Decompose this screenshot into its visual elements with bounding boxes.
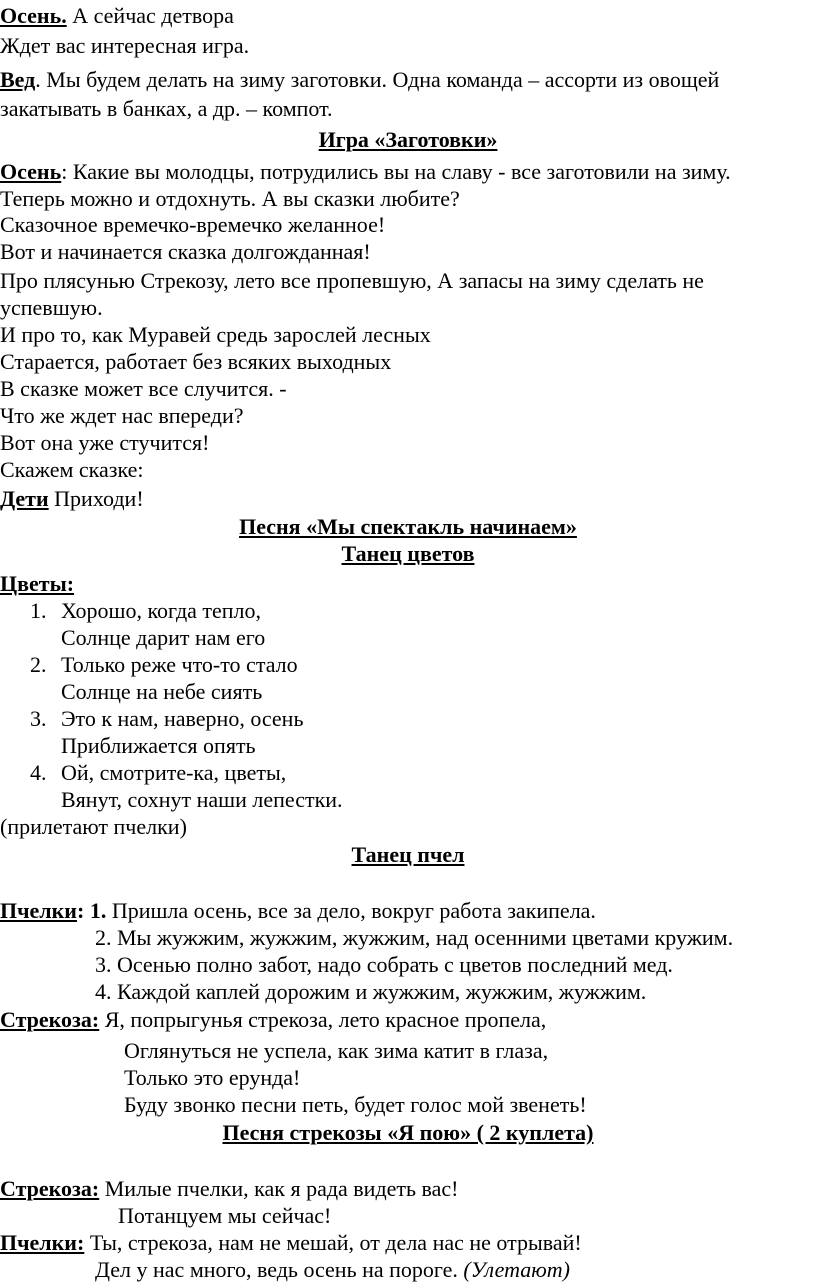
list-item-line: Вянут, сохнут наши лепестки. [61,787,343,812]
line: Что же ждет нас впереди? [0,403,244,428]
list-number: 2. [30,652,47,677]
speaker-label: Цветы: [0,571,75,596]
list-item-line: Солнце дарит нам его [61,625,266,650]
list-item-line: Приближается опять [61,733,256,758]
line: 3. Осенью полно забот, надо собрать с цветов последний мед. [95,952,673,977]
heading-song: Песня «Мы спектакль начинаем» [239,514,577,539]
speaker-label: Стрекоза: [0,1176,100,1201]
line-text: А сейчас детвора [66,3,234,28]
speaker-label: Осень [0,159,62,184]
stage-direction: (Улетают) [463,1257,570,1282]
line-deti [0,485,144,512]
list-number: 1. [30,598,47,623]
list-item [30,651,47,678]
stage-direction: (прилетают пчелки) [0,814,187,839]
speaker-label: Осень. [0,3,67,28]
line: Теперь можно и отдохнуть. А вы сказки любите? [0,186,460,211]
line-text: Я, попрыгунья стрекоза, лето красное пропела, [99,1007,547,1032]
line: Вот и начинается сказка долгожданная! [0,239,371,264]
line-tsvety [0,570,74,597]
list-item [30,597,47,624]
speaker-colon: : [76,898,90,923]
line: 2. Мы жужжим, жужжим, жужжим, над осенними цветами кружим. [95,925,734,950]
line: Оглянуться не успела, как зима катит в глаза, [124,1038,549,1063]
line: 4. Каждой каплей дорожим и жужжим, жужжим, жужжим. [95,979,647,1004]
line-osen-1 [0,2,234,29]
line: Старается, работает без всяких выходных [0,349,392,374]
list-number: 4. [30,760,47,785]
line-text: Ты, стрекоза, нам не мешай, от дела нас не отрывай! [84,1230,582,1255]
heading-game: Игра «Заготовки» [318,127,498,152]
line-ved [0,66,719,93]
speaker-label: Пчелки: [0,1230,85,1255]
line: Вот она уже стучится! [0,430,210,455]
line: Сказочное времечко-времечко желанное! [0,212,386,237]
line: закатывать в банках, а др. – компот. [0,96,333,121]
speaker-label: Дети [0,486,49,511]
heading-dance-flowers: Танец цветов [341,541,475,566]
line-text: Приходи! [48,486,144,511]
line-final [95,1256,570,1283]
line-text: Пришла осень, все за дело, вокруг работа закипела. [106,898,596,923]
list-item [30,705,47,732]
heading-dance-bees: Танец пчел [351,842,465,867]
line: Ждет вас интересная игра. [0,33,250,58]
list-item-line: Только реже что-то стало [61,652,298,677]
line-strekoza-1 [0,1006,546,1033]
line: Про плясунью Стрекозу, лето все пропевшую, А запасы на зиму сделать не [0,268,704,293]
line: И про то, как Муравей средь зарослей лесных [0,322,431,347]
line: успевшую. [0,295,103,320]
line: Потанцуем мы сейчас! [118,1203,332,1228]
list-item-line: Хорошо, когда тепло, [61,598,262,623]
list-number: 1. [89,898,107,923]
list-number: 3. [30,706,47,731]
line: Только это ерунда! [124,1065,301,1090]
speaker-label: Пчелки [0,898,77,923]
line-text: . Мы будем делать на зиму заготовки. Одна команда – ассорти из овощей [35,67,720,92]
list-item-line: Ой, смотрите-ка, цветы, [61,760,287,785]
line-osen-2 [0,158,731,185]
line-strekoza-2 [0,1175,459,1202]
list-item-line: Это к нам, наверно, осень [61,706,304,731]
line-pchelki-1 [0,897,596,924]
line: Буду звонко песни петь, будет голос мой звенеть! [124,1092,587,1117]
line-text: : Какие вы молодцы, потрудились вы на славу - все заготовили на зиму. [61,159,731,184]
heading-song-dragonfly: Песня стрекозы «Я пою» ( 2 куплета) [222,1120,594,1145]
line-text: Дел у нас много, ведь осень на пороге. [95,1257,464,1282]
list-item [30,759,47,786]
line-pchelki-2 [0,1229,582,1256]
line-text: Милые пчелки, как я рада видеть вас! [99,1176,459,1201]
line: В сказке может все случится. - [0,376,287,401]
line: Скажем сказке: [0,457,144,482]
speaker-label: Вед [0,67,36,92]
list-item-line: Солнце на небе сиять [61,679,263,704]
speaker-label: Стрекоза: [0,1007,100,1032]
